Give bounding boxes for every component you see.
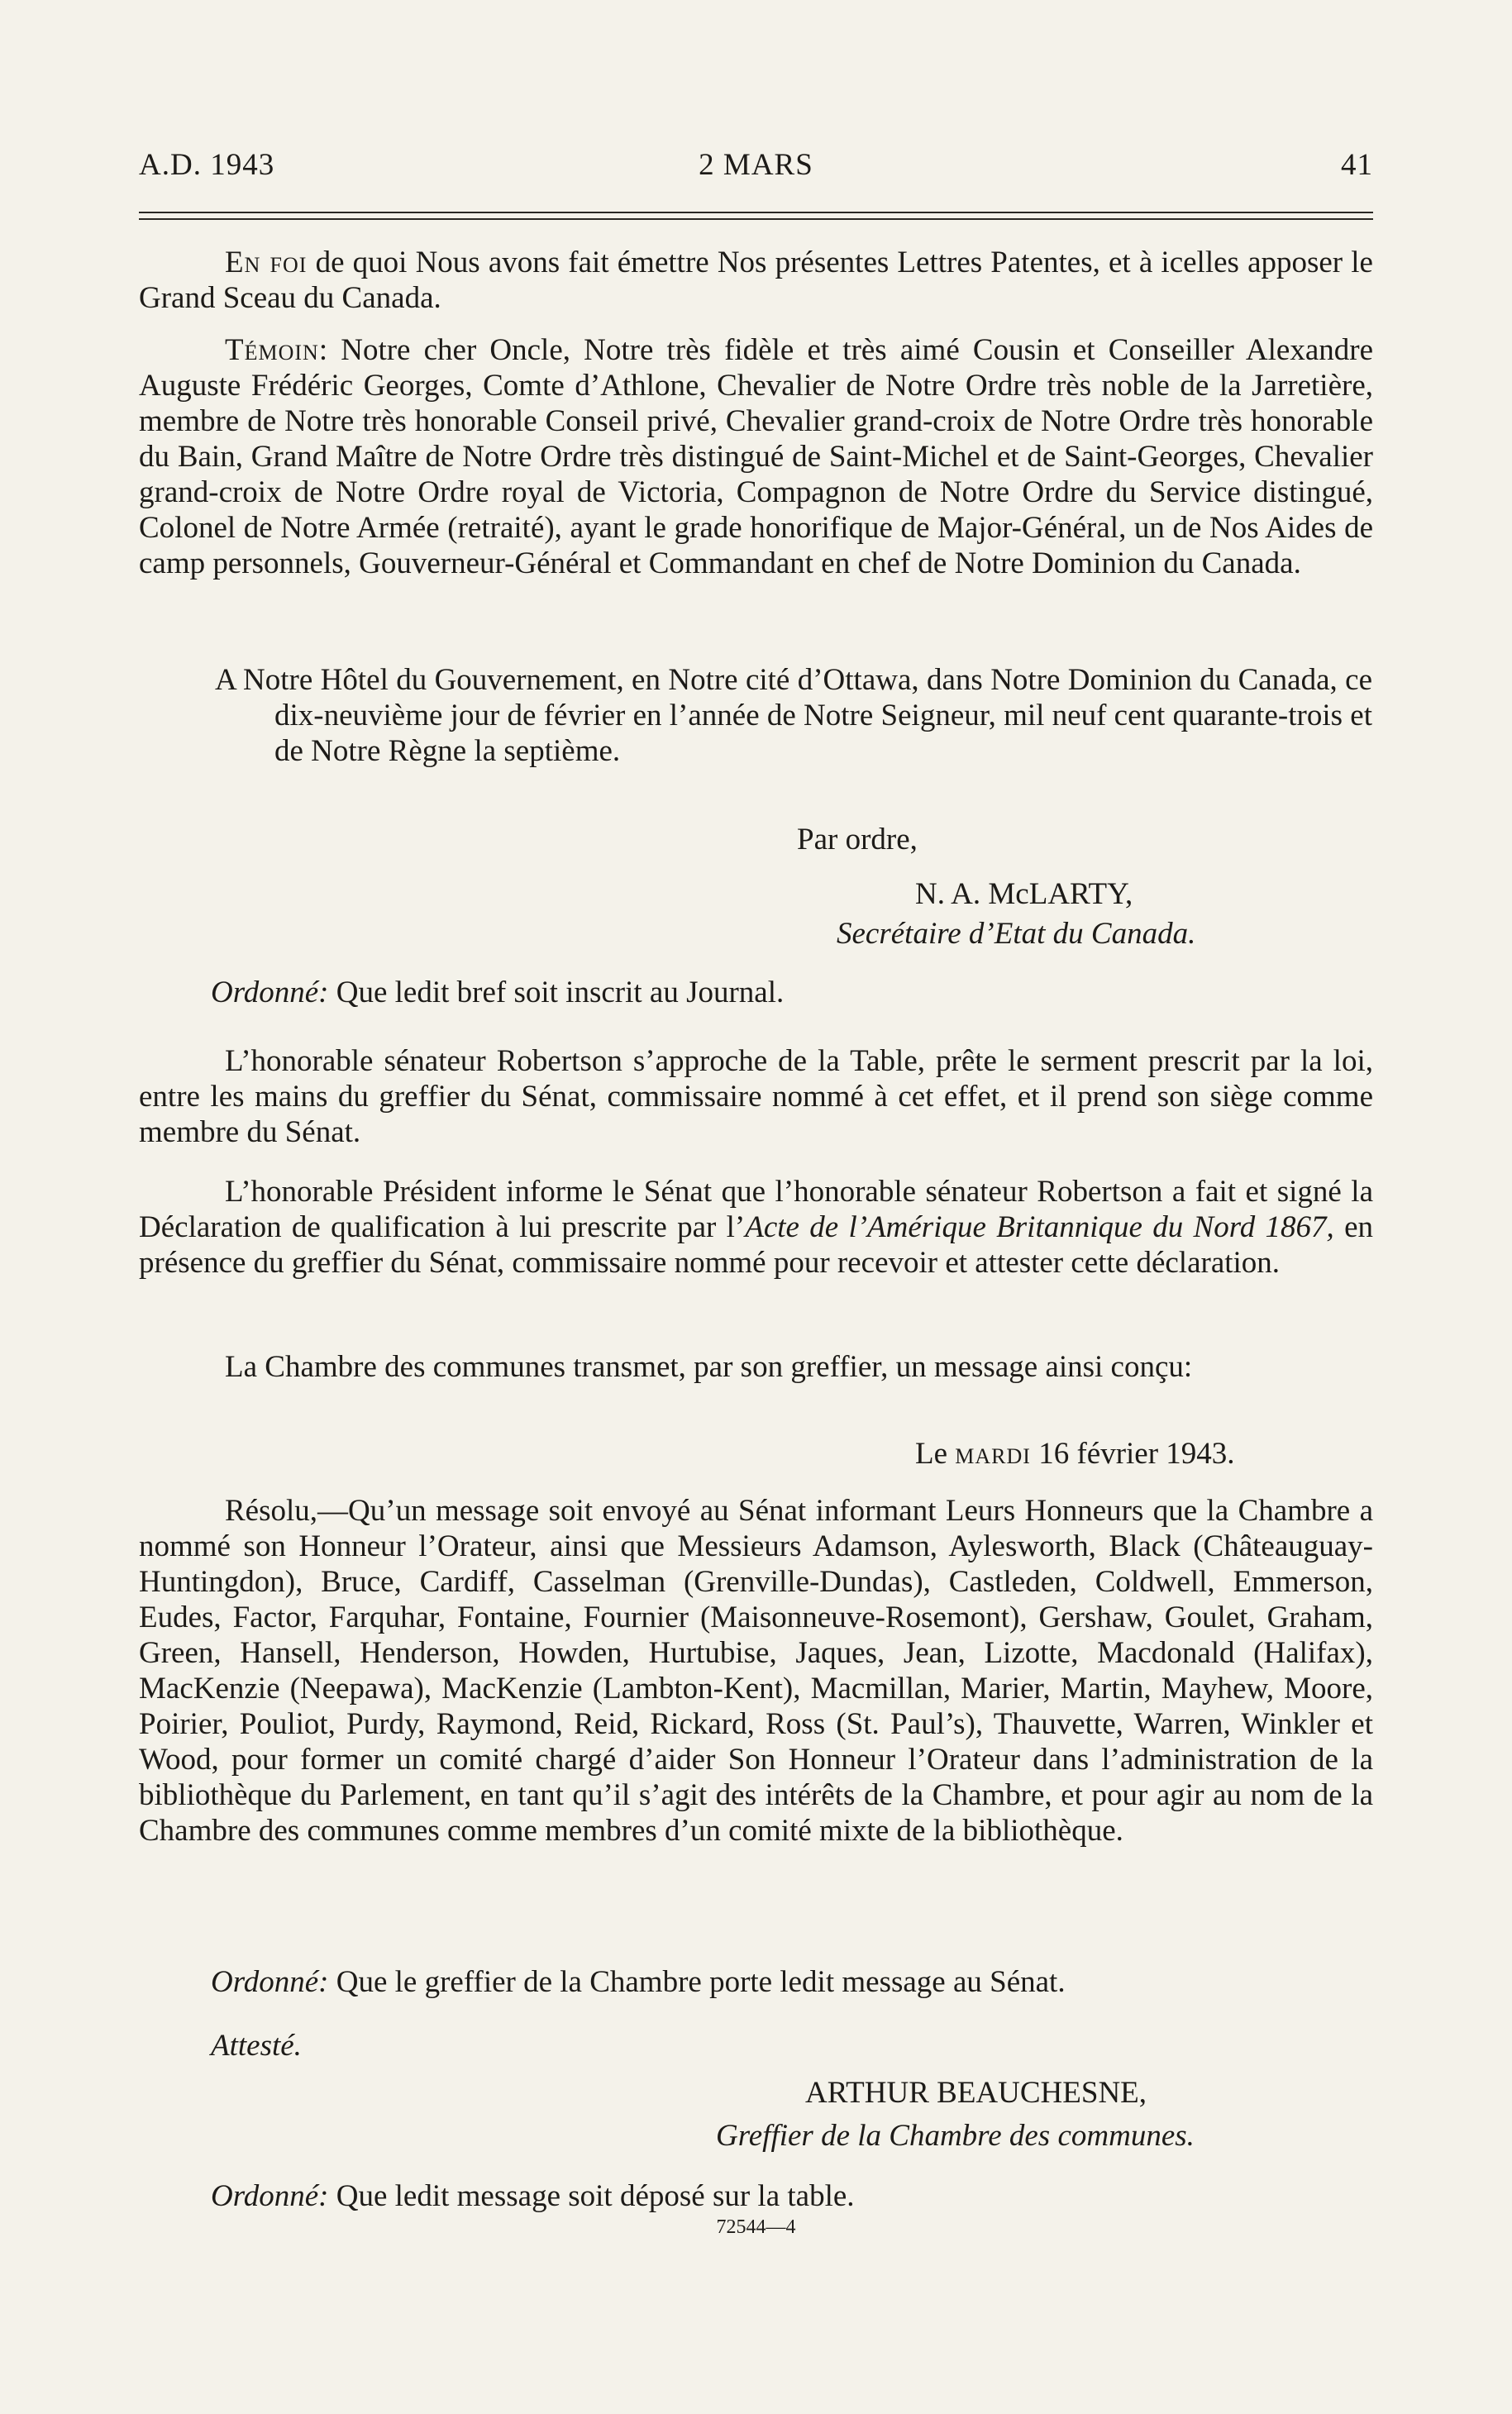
ordonne-text-3: Que ledit message soit déposé sur la table. <box>328 2179 855 2213</box>
signatory-title-1: Secrétaire d’Etat du Canada. <box>837 917 1196 951</box>
lead-en-foi: En foi <box>225 246 308 279</box>
page-number: 41 <box>1341 148 1373 182</box>
paragraph-declaration-after: en présence du greffier du Sénat, commissaire nommé pour recevoir et attester cette déclaration. <box>139 1210 1373 1280</box>
paragraph-resolu: Résolu,—Qu’un message soit envoyé au Sénat informant Leurs Honneurs que la Chambre a nommé son Honneur l’Orateur, ainsi que Messieurs Adamson, Aylesworth, Black (Châteauguay-Huntingdon), Bruce, Cardiff, Casselman (Grenville-Dundas), Castleden, Coldwell, Emmerson, Eudes, Factor, Farquhar, Fontaine, Fournier (Maisonneuve-Rosemont), Gershaw, Goulet, Graham, Green, Hansell, Henderson, Howden, Hurtubise, Jaques, Jean, Lizotte, Macdonald (Halifax), MacKenzie (Neepawa), MacKenzie (Lambton-Kent), Macmillan, Marier, Martin, Mayhew, Moore, Poirier, Pouliot, Purdy, Raymond, Reid, Rickard, Ross (St. Paul’s), Thauvette, Warren, Winkler et Wood, pour former un comité chargé d’aider Son Honneur l’Orateur dans l’administration de la bibliothèque du Parlement, en tant qu’il s’agit des intérêts de la Chambre, et pour agir au nom de la Chambre des communes comme membres d’un comité mixte de la bibliothèque. <box>139 1494 1373 1848</box>
signatory-name-2: ARTHUR BEAUCHESNE, <box>805 2076 1147 2110</box>
ordonne-text-1: Que ledit bref soit inscrit au Journal. <box>328 976 785 1009</box>
ordonne-deposer <box>211 2178 1368 2214</box>
paragraph-en-foi <box>139 245 1373 316</box>
header-rule-top <box>139 212 1373 213</box>
running-head <box>139 147 1373 188</box>
ordonne-text-2: Que le greffier de la Chambre porte ledit message au Sénat. <box>328 1965 1066 1999</box>
act-citation: Acte de l’Amérique Britannique du Nord 1867, <box>745 1210 1334 1244</box>
atteste: Attesté. <box>211 2029 302 2063</box>
date-prefix: Le <box>915 1437 956 1471</box>
printer-code: 72544—4 <box>716 2216 796 2238</box>
paragraph-serment: L’honorable sénateur Robertson s’approche de la Table, prête le serment prescrit par la loi, entre les mains du greffier du Sénat, commissaire nommé à cet effet, et il prend son siège comme membre du Sénat. <box>139 1044 1373 1149</box>
date-rest: 16 février 1943. <box>1030 1437 1235 1471</box>
date-line <box>915 1436 1235 1472</box>
lead-temoin: Témoin <box>225 333 319 367</box>
date-day: mardi <box>955 1437 1031 1471</box>
par-ordre-1: Par ordre, <box>797 823 918 856</box>
ordonne-label-2: Ordonné: <box>211 1965 329 1999</box>
paragraph-en-foi-text: de quoi Nous avons fait émettre Nos présentes Lettres Patentes, et à icelles apposer le Grand Sceau du Canada. <box>139 246 1373 315</box>
ordonne-inscrit <box>211 975 1368 1010</box>
signatory-title-2: Greffier de la Chambre des communes. <box>716 2119 1195 2153</box>
ordonne-porter-message <box>211 1964 1368 2000</box>
paragraph-hotel-du-gouvernement: A Notre Hôtel du Gouvernement, en Notre cité d’Ottawa, dans Notre Dominion du Canada, ce dix-neuvième jour de février en l’année de Notre Seigneur, mil neuf cent quarante-trois et de Notre Règne la septième. <box>215 663 1372 768</box>
paragraph-message-intro: La Chambre des communes transmet, par son greffier, un message ainsi conçu: <box>225 1350 1193 1384</box>
paragraph-declaration <box>139 1174 1373 1281</box>
ordonne-label-1: Ordonné: <box>211 976 329 1009</box>
ordonne-label-3: Ordonné: <box>211 2179 329 2213</box>
header-year: A.D. 1943 <box>139 148 275 182</box>
header-rule-bottom <box>139 218 1373 220</box>
signatory-name-1: N. A. McLARTY, <box>915 877 1133 911</box>
paragraph-temoin-text: : Notre cher Oncle, Notre très fidèle et très aimé Cousin et Conseiller Alexandre Auguste Frédéric Georges, Comte d’Athlone, Chevalier de Notre Ordre très noble de la Jarretière, membre de Notre très honorable Conseil privé, Chevalier grand-croix de Notre Ordre très honorable du Bain, Grand Maître de Notre Ordre très distingué de Saint-Michel et de Saint-Georges, Chevalier grand-croix de Notre Ordre royal de Victoria, Compagnon de Notre Ordre du Service distingué, Colonel de Notre Armée (retraité), ayant le grade honorifique de Major-Général, un de Nos Aides de camp personnels, Gouverneur-Général et Commandant en chef de Notre Dominion du Canada. <box>139 333 1373 580</box>
paragraph-declaration-before: L’honorable Président informe le Sénat que l’honorable sénateur Robertson a fait et signé la Déclaration de qualification à lui prescrite par l’ <box>139 1175 1373 1244</box>
header-date: 2 MARS <box>699 148 813 182</box>
paragraph-temoin <box>139 332 1373 581</box>
